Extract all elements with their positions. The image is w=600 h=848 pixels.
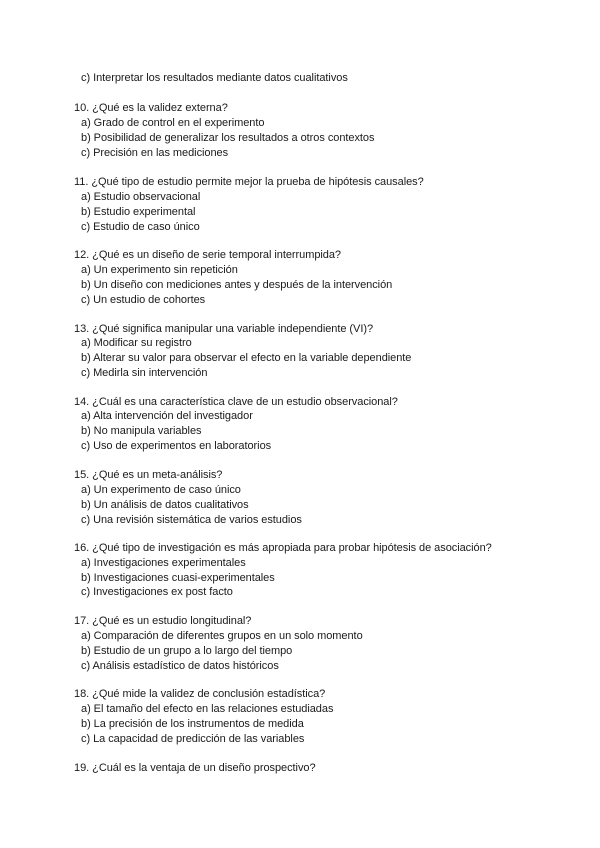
question-19: 19. ¿Cuál es la ventaja de un diseño prospectivo? [74,762,316,774]
question-11-option-a: a) Estudio observacional [81,191,201,203]
question-14-option-a: a) Alta intervención del investigador [81,410,253,422]
question-13: 13. ¿Qué significa manipular una variable independiente (VI)? [74,323,374,335]
question-14-option-c: c) Uso de experimentos en laboratorios [81,440,272,452]
question-16-option-b: b) Investigaciones cuasi-experimentales [81,572,275,584]
question-13-option-a: a) Modificar su registro [81,337,192,349]
question-16-option-a: a) Investigaciones experimentales [81,557,246,569]
question-12-option-c: c) Un estudio de cohortes [81,294,206,306]
question-16-option-c: c) Investigaciones ex post facto [81,586,233,598]
question-13-option-c: c) Medirla sin intervención [81,367,208,379]
question-11-option-b: b) Estudio experimental [81,206,196,218]
question-10-option-c: c) Precisión en las mediciones [81,147,229,159]
question-15-option-a: a) Un experimento de caso único [81,484,241,496]
question-12-option-b: b) Un diseño con mediciones antes y después de la intervención [81,279,393,291]
question-11-option-c: c) Estudio de caso único [81,221,200,233]
question-10: 10. ¿Qué es la validez externa? [74,102,228,114]
question-10-option-a: a) Grado de control en el experimento [81,117,265,129]
question-18-option-c: c) La capacidad de predicción de las variables [81,733,305,745]
question-17-option-a: a) Comparación de diferentes grupos en un solo momento [81,630,363,642]
question-17-option-c: c) Análisis estadístico de datos históricos [81,660,279,672]
question-14-option-b: b) No manipula variables [81,425,202,437]
question-11: 11. ¿Qué tipo de estudio permite mejor la prueba de hipótesis causales? [74,176,424,188]
question-12-option-a: a) Un experimento sin repetición [81,264,238,276]
question-18: 18. ¿Qué mide la validez de conclusión estadística? [74,688,326,700]
question-17-option-b: b) Estudio de un grupo a lo largo del tiempo [81,645,293,657]
question-17: 17. ¿Qué es un estudio longitudinal? [74,615,252,627]
question-12: 12. ¿Qué es un diseño de serie temporal interrumpida? [74,249,342,261]
question-18-option-a: a) El tamaño del efecto en las relaciones estudiadas [81,703,334,715]
question-15-option-b: b) Un análisis de datos cualitativos [81,499,249,511]
question-10-option-b: b) Posibilidad de generalizar los resultados a otros contextos [81,132,375,144]
question-18-option-b: b) La precisión de los instrumentos de medida [81,718,304,730]
question-13-option-b: b) Alterar su valor para observar el efecto en la variable dependiente [81,352,412,364]
question-14: 14. ¿Cuál es una característica clave de un estudio observacional? [74,396,398,408]
question-15: 15. ¿Qué es un meta-análisis? [74,469,223,481]
question-16: 16. ¿Qué tipo de investigación es más apropiada para probar hipótesis de asociación? [74,542,492,554]
question-15-option-c: c) Una revisión sistemática de varios estudios [81,514,302,526]
leading-option: c) Interpretar los resultados mediante datos cualitativos [81,72,348,84]
